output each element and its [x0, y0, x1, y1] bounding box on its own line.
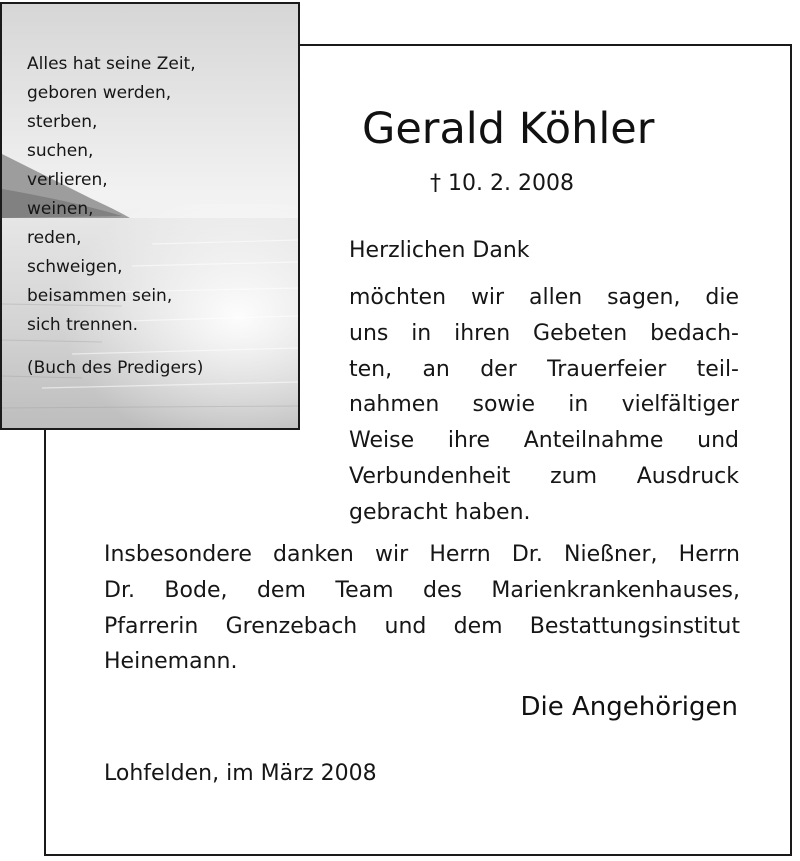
quote-line: verlieren,	[27, 170, 108, 190]
signature: Die Angehörigen	[520, 692, 738, 722]
deceased-name: Gerald Köhler	[362, 104, 655, 154]
quote-line: sterben,	[27, 112, 98, 132]
quote-line: weinen,	[27, 199, 94, 219]
quote-line: schweigen,	[27, 257, 123, 277]
quote-line: sich trennen.	[27, 315, 139, 335]
quote-line: reden,	[27, 228, 82, 248]
death-date: † 10. 2. 2008	[430, 171, 574, 196]
thanks-paragraph	[349, 280, 739, 531]
thanks-line: uns in ihren Gebeten bedach-	[349, 320, 739, 346]
thanks-line: Weise ihre Anteilnahme und	[349, 428, 739, 454]
special-thanks-line: Heinemann.	[104, 649, 238, 675]
quote-line: beisammen sein,	[27, 286, 173, 306]
special-thanks-line: Pfarrerin Grenzebach und dem Bestattungsinstitut	[104, 613, 740, 639]
quote-photo-box	[0, 2, 300, 430]
special-thanks-paragraph	[104, 537, 740, 680]
quote-line: geboren werden,	[27, 83, 172, 103]
thanks-line: ten, an der Trauerfeier teil-	[349, 356, 739, 382]
special-thanks-line: Dr. Bode, dem Team des Marienkrankenhauses,	[104, 577, 740, 603]
quote-text	[27, 50, 196, 340]
thanks-line: gebracht haben.	[349, 499, 531, 525]
special-thanks-line: Insbesondere danken wir Herrn Dr. Nießner, Herrn	[104, 542, 740, 567]
thanks-line: Verbundenheit zum Ausdruck	[349, 463, 739, 489]
quote-line: suchen,	[27, 141, 94, 161]
thanks-line: möchten wir allen sagen, die	[349, 285, 739, 310]
thanks-heading: Herzlichen Dank	[349, 238, 530, 263]
thanks-line: nahmen sowie in vielfältiger	[349, 392, 739, 418]
quote-source: (Buch des Predigers)	[27, 358, 204, 378]
quote-line: Alles hat seine Zeit,	[27, 54, 196, 74]
place-and-date: Lohfelden, im März 2008	[104, 761, 377, 786]
